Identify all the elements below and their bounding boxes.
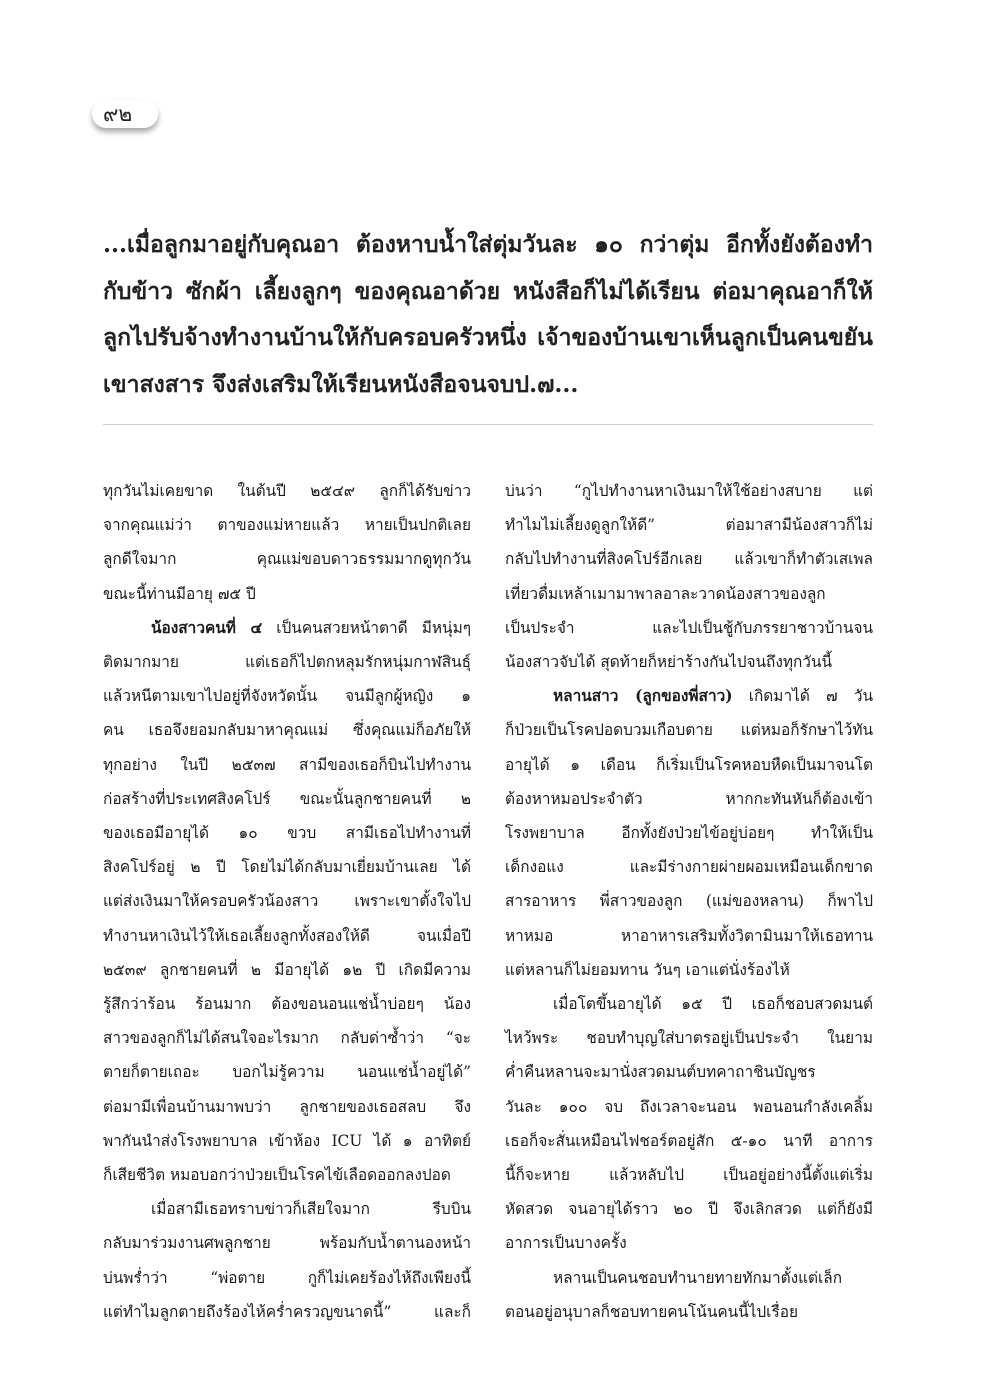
text-line: เมื่อสามีเธอทราบข่าวก็เสียใจมาก รีบบิน	[151, 1200, 471, 1219]
text-line: นี้ก็จะหาย แล้วหลับไป เป็นอยู่อย่างนี้ตั้งแต่เริ่ม	[505, 1166, 873, 1185]
quote-line: กับข้าว ซักผ้า เลี้ยงลูกๆ ของคุณอาด้วย หนังสือก็ไม่ได้เรียน ต่อมาคุณอาก็ให้	[103, 277, 873, 305]
text-line: ต้องหาหมอประจำตัว หากกะทันหันก็ต้องเข้า	[505, 789, 873, 808]
text-line: แต่หลานก็ไม่ยอมทาน วันๆ เอาแต่นั่งร้องไห้	[505, 960, 790, 979]
text-line: โรงพยาบาล อีกทั้งยังป่วยไข้อยู่บ่อยๆ ทำให้เป็น	[505, 824, 873, 843]
text-line: ทุกอย่าง ในปี ๒๕๓๗ สามีของเธอก็บินไปทำงาน	[103, 755, 471, 774]
text-line: ค่ำคืนหลานจะมานั่งสวดมนต์บทคาถาชินบัญชร	[505, 1063, 816, 1082]
text-line: ทำงานหาเงินไว้ให้เธอเลี้ยงลูกทั้งสองให้ดี จนเมื่อปี	[103, 926, 471, 945]
text-line: หัดสวด จนอายุได้ราว ๒๐ ปี จึงเลิกสวด แต่ก็ยังมี	[505, 1200, 873, 1219]
quote-line: ลูกไปรับจ้างทำงานบ้านให้กับครอบครัวหนึ่ง เจ้าของบ้านเขาเห็นลูกเป็นคนขยัน	[103, 324, 873, 351]
text-line: สารอาหาร พี่สาวของลูก (แม่ของหลาน) ก็พาไป	[505, 892, 873, 911]
text-line: เที่ยวดื่มเหล้าเมามาพาลอาละวาดน้องสาวของลูก	[505, 584, 826, 603]
left-column	[103, 474, 471, 1329]
text-line: ลูกดีใจมาก คุณแม่ขอบดาวธรรมมากดูทุกวัน	[103, 550, 471, 569]
text-line: กลับไปทำงานที่สิงคโปร์อีกเลย แล้วเขาก็ทำตัวเสเพล	[505, 550, 873, 569]
text-line: เธอก็จะสั่นเหมือนไฟชอร์ตอยู่สัก ๕-๑๐ นาที อาการ	[505, 1131, 873, 1150]
text-line: อายุได้ ๑ เดือน ก็เริ่มเป็นโรคหอบหืดเป็นมาจนโต	[505, 755, 873, 774]
text-line: ไหว้พระ ชอบทำบุญใส่บาตรอยู่เป็นประจำ ในยาม	[505, 1029, 873, 1048]
subheading-sister-4: น้องสาวคนที่ ๔	[151, 618, 263, 637]
text-line: ๒๕๓๙ ลูกชายคนที่ ๒ มีอายุได้ ๑๒ ปี เกิดมีความ	[103, 960, 471, 979]
subheading-niece: หลานสาว (ลูกของพี่สาว)	[553, 687, 733, 706]
text-line: แต่ทำไมลูกตายถึงร้องไห้คร่ำครวญขนาดนี้” และก็	[103, 1302, 471, 1321]
text-line: บ่นพร่ำว่า “พ่อตาย กูก็ไม่เคยร้องไห้ถึงเพียงนี้	[103, 1268, 471, 1287]
text-line: น้องสาวจับได้ สุดท้ายก็หย่าร้างกันไปจนถึงทุกวันนี้	[505, 653, 832, 672]
text-line: เด็กงอแง และมีร่างกายผ่ายผอมเหมือนเด็กขาด	[505, 858, 873, 877]
text-line: แต่ส่งเงินมาให้ครอบครัวน้องสาว เพราะเขาตั้งใจไป	[103, 892, 471, 911]
text-line: ของเธอมีอายุได้ ๑๐ ขวบ สามีเธอไปทำงานที่	[103, 824, 471, 843]
quote-line: ...เมื่อลูกมาอยู่กับคุณอา ต้องหาบน้ำใส่ตุ่มวันละ ๑๐ กว่าตุ่ม อีกทั้งยังต้องทำ	[103, 231, 873, 258]
text-line: รู้สึกว่าร้อน ร้อนมาก ต้องขอนอนแช่น้ำบ่อยๆ น้อง	[103, 995, 471, 1014]
text-line: ก็เสียชีวิต หมอบอกว่าป่วยเป็นโรคไข้เลือดออกลงปอด	[103, 1166, 451, 1185]
paragraph-start	[103, 611, 471, 645]
text-line: ก็ป่วยเป็นโรคปอดบวมเกือบตาย แต่หมอก็รักษาไว้ทัน	[505, 721, 873, 740]
text-line: ตายก็ตายเถอะ บอกไม่รู้ความ นอนแช่น้ำอยู่ได้”	[103, 1063, 471, 1082]
text-line: คน เธอจึงยอมกลับมาหาคุณแม่ ซึ่งคุณแม่ก็อภัยให้	[103, 721, 471, 740]
text-line: สาวของลูกก็ไม่ได้สนใจอะไรมาก กลับด่าซ้ำว่า “จะ	[103, 1029, 471, 1048]
text-line: หลานเป็นคนชอบทำนายทายทักมาตั้งแต่เล็ก	[553, 1268, 843, 1287]
text-run: เป็นคนสวยหน้าตาดี มีหนุ่มๆ	[262, 618, 471, 637]
text-line: ติดมากมาย แต่เธอก็ไปตกหลุมรักหนุ่มกาฬสินธุ์	[103, 653, 471, 672]
right-column	[505, 474, 873, 1329]
text-line: เป็นประจำ และไปเป็นชู้กับภรรยาชาวบ้านจน	[505, 618, 873, 637]
text-line: แล้วหนีตามเขาไปอยู่ที่จังหวัดนั้น จนมีลูกผู้หญิง ๑	[103, 687, 471, 706]
paragraph-start	[505, 679, 873, 713]
page-number: ๙๒	[103, 102, 133, 126]
text-line: ขณะนี้ท่านมีอายุ ๗๕ ปี	[103, 584, 256, 603]
text-line: หาหมอ หาอาหารเสริมทั้งวิตามินมาให้เธอทาน	[505, 926, 873, 945]
pull-quote	[103, 222, 873, 408]
text-line: ก่อสร้างที่ประเทศสิงคโปร์ ขณะนั้นลูกชายคนที่ ๒	[103, 789, 471, 808]
text-line: บ่นว่า “กูไปทำงานหาเงินมาให้ใช้อย่างสบาย แต่	[505, 482, 873, 500]
text-line: อาการเป็นบางครั้ง	[505, 1234, 627, 1253]
text-run: เกิดมาได้ ๗ วัน	[732, 687, 873, 706]
text-line: สิงคโปร์อยู่ ๒ ปี โดยไม่ได้กลับมาเยี่ยมบ้านเลย ได้	[103, 858, 471, 877]
text-line: วันละ ๑๐๐ จบ ถึงเวลาจะนอน พอนอนกำลังเคลิ้ม	[505, 1097, 873, 1116]
text-line: ทุกวันไม่เคยขาด ในต้นปี ๒๕๔๙ ลูกก็ได้รับข่าว	[103, 482, 471, 500]
text-line: ตอนอยู่อนุบาลก็ชอบทายคนโน้นคนนี้ไปเรื่อย	[505, 1302, 798, 1321]
text-line: ทำไมไม่เลี้ยงดูลูกให้ดี” ต่อมาสามีน้องสาวก็ไม่	[505, 516, 873, 535]
text-line: พากันนำส่งโรงพยาบาล เข้าห้อง ICU ได้ ๑ อาทิตย์	[103, 1131, 471, 1150]
text-line: จากคุณแม่ว่า ตาของแม่หายแล้ว หายเป็นปกติเลย	[103, 516, 471, 535]
text-line: ต่อมามีเพื่อนบ้านมาพบว่า ลูกชายของเธอสลบ จึง	[103, 1097, 471, 1116]
section-divider	[103, 424, 873, 425]
text-line: เมื่อโตขึ้นอายุได้ ๑๕ ปี เธอก็ชอบสวดมนต์	[553, 995, 873, 1014]
quote-line: เขาสงสาร จึงส่งเสริมให้เรียนหนังสือจนจบป.๗...	[103, 370, 579, 398]
text-line: กลับมาร่วมงานศพลูกชาย พร้อมกับน้ำตานองหน้า	[103, 1234, 471, 1253]
